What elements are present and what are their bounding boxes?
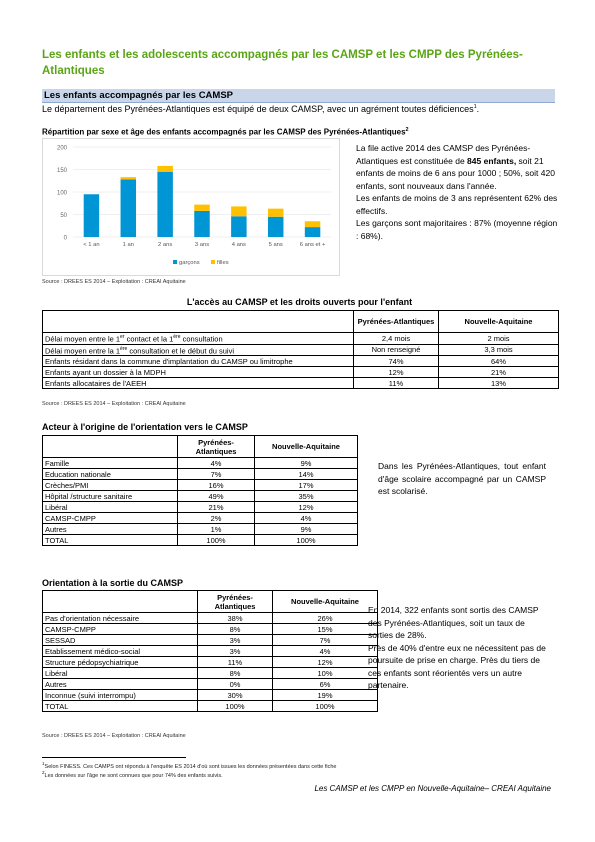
bar	[157, 166, 172, 172]
y-tick-label: 200	[56, 145, 67, 152]
table3-value-pa: 0%	[198, 679, 273, 690]
table-row	[43, 367, 559, 378]
table3-value-na: 12%	[273, 657, 378, 668]
footnotes	[42, 761, 557, 779]
table1-value-pa: Non renseigné	[354, 344, 439, 356]
table2-row-label: Crèches/PMI	[43, 480, 178, 491]
bar	[121, 179, 136, 237]
table2-col-header-pa: Pyrénées-Atlantiques	[178, 436, 255, 458]
y-tick-label: 50	[60, 213, 67, 219]
bar	[84, 194, 99, 237]
table1-corner	[43, 311, 354, 333]
table2-value-na: 9%	[255, 458, 358, 469]
intro-text: Le département des Pyrénées-Atlantiques est équipé de deux CAMSP, avec un agrément toutes déficiences$^1$.	[42, 104, 480, 114]
table1-value-pa: 2,4 mois	[354, 333, 439, 345]
table2-col-header-na: Nouvelle-Aquitaine	[255, 436, 358, 458]
table-row	[43, 344, 559, 356]
table1-row-label: Enfants résidant dans la commune d'implantation du CAMSP ou limitrophe	[43, 356, 354, 367]
table1-value-pa: 74%	[354, 356, 439, 367]
table3-value-pa: 3%	[198, 635, 273, 646]
legend-label: filles	[217, 260, 229, 266]
x-tick-label: 6 ans et +	[299, 242, 326, 248]
chart-source: Source : DREES ES 2014 – Exploitation : CREAI Aquitaine	[42, 279, 186, 285]
schooling-note: Dans les Pyrénées-Atlantiques, tout enfant d'âge scolaire accompagné par un CAMSP est scolarisé.	[378, 461, 546, 496]
access-table	[42, 310, 559, 389]
bar	[305, 227, 320, 237]
table-row	[43, 646, 378, 657]
legend-swatch	[211, 260, 215, 264]
table1-value-na: 64%	[439, 356, 559, 367]
table3-value-na: 6%	[273, 679, 378, 690]
table-row	[43, 535, 358, 546]
y-tick-label: 100	[56, 190, 67, 197]
table2-row-label: Education nationale	[43, 469, 178, 480]
table2-value-na: 14%	[255, 469, 358, 480]
table-row	[43, 491, 358, 502]
table2-value-pa: 16%	[178, 480, 255, 491]
table1-value-na: 3,3 mois	[439, 344, 559, 356]
table2-row-label: Libéral	[43, 502, 178, 513]
table3-title: Orientation à la sortie du CAMSP	[42, 578, 184, 588]
commentary-p1: La file active 2014 des CAMSP des Pyrénées-Atlantiques est constituée de 845 enfants, soit 21 enfants de moins de 6 ans pour 1000 ; 50%, soit 420 enfants, sont nouveaux dans l'année.	[356, 143, 555, 191]
table-row	[43, 701, 378, 712]
table2-value-na: 4%	[255, 513, 358, 524]
commentary-p2: Les enfants de moins de 3 ans représentent 62% des effectifs.	[356, 193, 558, 216]
x-tick-label: 4 ans	[231, 242, 246, 248]
page-title: Les enfants et les adolescents accompagnés par les CAMSP et les CMPP des Pyrénées-Atlantiques	[42, 49, 523, 77]
x-tick-label: < 1 an	[83, 242, 100, 248]
table2-value-pa: 100%	[178, 535, 255, 546]
footnote-1: $^1$Selon FINESS. Ces CAMPS ont répondu à l'enquête ES 2014 d'où sont issues les données présentées dans cette fiche	[42, 761, 337, 770]
table1-row-label: Enfants allocataires de l'AEEH	[43, 378, 354, 389]
table3-row-label: Etablissement médico-social	[43, 646, 198, 657]
table3-col-header-pa: Pyrénées-Atlantiques	[198, 591, 273, 613]
table3-value-na: 26%	[273, 613, 378, 624]
table3-value-na: 100%	[273, 701, 378, 712]
commentary-p3: Les garçons sont majoritaires : 87% (moyenne région : 68%).	[356, 218, 558, 241]
table3-value-na: 4%	[273, 646, 378, 657]
table3-value-na: 19%	[273, 690, 378, 701]
chart-container	[42, 138, 340, 276]
table-row	[43, 679, 378, 690]
table1-row-label: Délai moyen entre le 1er contact et la 1ère consultation	[43, 333, 354, 345]
table1-row-label: Enfants ayant un dossier à la MDPH	[43, 367, 354, 378]
table3-row-label: CAMSP-CMPP	[43, 624, 198, 635]
bar	[121, 177, 136, 179]
table2-row-label: CAMSP-CMPP	[43, 513, 178, 524]
table-row	[43, 480, 358, 491]
exit-commentary-p2: Près de 40% d'entre eux ne nécessitent pas de poursuite de prise en charge. Près du tiers de ces enfants sont réorientés vers un autre partenaire.	[368, 642, 546, 690]
x-tick-label: 5 ans	[268, 242, 283, 248]
table2-value-pa: 7%	[178, 469, 255, 480]
bar	[305, 221, 320, 227]
bar	[231, 206, 246, 216]
orientation-origin-table	[42, 435, 358, 546]
table2-value-pa: 21%	[178, 502, 255, 513]
table3-value-pa: 38%	[198, 613, 273, 624]
table2-value-na: 17%	[255, 480, 358, 491]
table2-corner	[43, 436, 178, 458]
table3-value-pa: 100%	[198, 701, 273, 712]
table2-row-label: Autres	[43, 524, 178, 535]
table2-value-pa: 4%	[178, 458, 255, 469]
page-footer: Les CAMSP et les CMPP en Nouvelle-Aquitaine– CREAI Aquitaine	[314, 784, 551, 793]
table2-value-na: 12%	[255, 502, 358, 513]
table3-row-label: Structure pédopsychiatrique	[43, 657, 198, 668]
table-row	[43, 513, 358, 524]
table3-row-label: SESSAD	[43, 635, 198, 646]
table-row	[43, 469, 358, 480]
legend-swatch	[173, 260, 177, 264]
table1-value-pa: 12%	[354, 367, 439, 378]
table3-row-label: TOTAL	[43, 701, 198, 712]
table2-value-na: 100%	[255, 535, 358, 546]
table3-value-pa: 8%	[198, 668, 273, 679]
table-row	[43, 502, 358, 513]
table-row	[43, 624, 378, 635]
exit-orientation-table	[42, 590, 378, 712]
table2-value-na: 9%	[255, 524, 358, 535]
table3-value-pa: 11%	[198, 657, 273, 668]
footnote-2: $^2$Les données sur l'âge ne sont connues que pour 74% des enfants suivis.	[42, 769, 223, 779]
table2-value-pa: 49%	[178, 491, 255, 502]
table1-value-na: 2 mois	[439, 333, 559, 345]
table-row	[43, 333, 559, 345]
table3-source: Source : DREES ES 2014 – Exploitation : CREAI Aquitaine	[42, 733, 186, 739]
x-tick-label: 1 an	[122, 242, 134, 248]
bar	[268, 209, 283, 217]
table1-col-header-na: Nouvelle-Aquitaine	[439, 311, 559, 333]
table2-wrapper	[42, 435, 358, 546]
table1-row-label: Délai moyen entre la 1ère consultation et le début du suivi	[43, 344, 354, 356]
table-row	[43, 378, 559, 389]
table3-row-label: Libéral	[43, 668, 198, 679]
chart-commentary	[356, 142, 561, 242]
table2-value-pa: 1%	[178, 524, 255, 535]
table3-value-na: 10%	[273, 668, 378, 679]
table2-row-label: TOTAL	[43, 535, 178, 546]
bar	[231, 216, 246, 237]
table3-row-label: Inconnue (suivi interrompu)	[43, 690, 198, 701]
chart-title: Répartition par sexe et âge des enfants accompagnés par les CAMSP des Pyrénées-Atlantiques$^2$	[42, 127, 409, 137]
table-row	[43, 657, 378, 668]
exit-commentary-p1: En 2014, 322 enfants sont sortis des CAMSP des Pyrénées-Atlantiques, soit un taux de sorties de 28%.	[368, 605, 539, 640]
table-row	[43, 668, 378, 679]
table3-wrapper	[42, 590, 378, 712]
table1-value-na: 13%	[439, 378, 559, 389]
bar	[268, 217, 283, 237]
table-row	[43, 635, 378, 646]
footnote-divider	[42, 757, 186, 758]
table3-row-label: Pas d'orientation nécessaire	[43, 613, 198, 624]
table1-col-header-pa: Pyrénées-Atlantiques	[354, 311, 439, 333]
table3-row-label: Autres	[43, 679, 198, 690]
table-row	[43, 458, 358, 469]
age-sex-chart	[43, 139, 339, 275]
table3-col-header-na: Nouvelle-Aquitaine	[273, 591, 378, 613]
x-tick-label: 3 ans	[194, 242, 210, 248]
x-tick-label: 2 ans	[158, 242, 173, 248]
table2-value-na: 35%	[255, 491, 358, 502]
section-heading: Les enfants accompagnés par les CAMSP	[42, 89, 555, 103]
y-tick-label: 0	[63, 235, 67, 242]
table2-value-pa: 2%	[178, 513, 255, 524]
legend-label: garçons	[179, 260, 200, 266]
table-row	[43, 690, 378, 701]
table3-corner	[43, 591, 198, 613]
table1-wrapper	[42, 310, 559, 389]
bar	[194, 205, 209, 211]
table-row	[43, 356, 559, 367]
table1-source: Source : DREES ES 2014 – Exploitation : CREAI Aquitaine	[42, 401, 186, 407]
exit-commentary	[368, 604, 546, 692]
table2-row-label: Famille	[43, 458, 178, 469]
table3-value-pa: 8%	[198, 624, 273, 635]
table1-value-pa: 11%	[354, 378, 439, 389]
table1-value-na: 21%	[439, 367, 559, 378]
table3-value-pa: 3%	[198, 646, 273, 657]
bar	[157, 172, 172, 237]
table1-title: L'accès au CAMSP et les droits ouverts pour l'enfant	[186, 297, 413, 307]
table-row	[43, 613, 378, 624]
bar	[194, 211, 209, 237]
table2-title: Acteur à l'origine de l'orientation vers le CAMSP	[42, 422, 248, 432]
table3-value-na: 15%	[273, 624, 378, 635]
y-tick-label: 150	[56, 168, 67, 174]
table-row	[43, 524, 358, 535]
table2-row-label: Hôpital /structure sanitaire	[43, 491, 178, 502]
table3-value-na: 7%	[273, 635, 378, 646]
table3-value-pa: 30%	[198, 690, 273, 701]
